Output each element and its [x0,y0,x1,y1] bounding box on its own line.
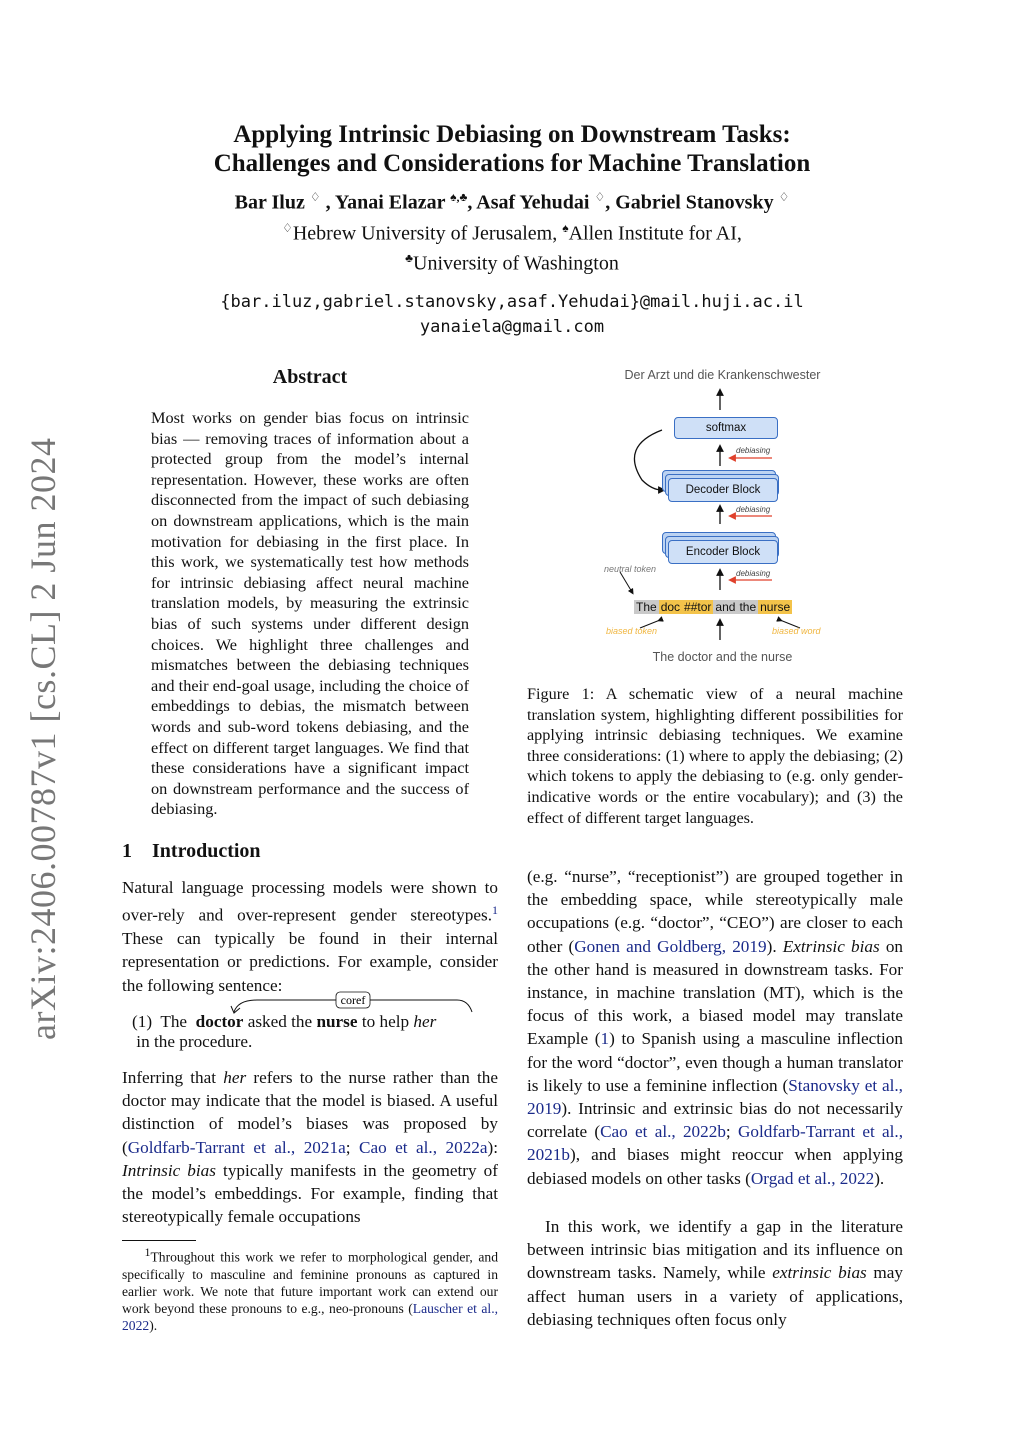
citation-link[interactable]: Cao et al., 2022a [358,1137,488,1157]
affiliation-mark: ♠,♣ [450,190,468,204]
figure-caption: Figure 1: A schematic view of a neural machine translation system, highlighting different possibilities for applying intrinsic debiasing techniques. We examine three considerations: (1) where to apply the debiasing; (2) which tokens to apply the debiasing to (e.g. only gender-indicative words or the entire vocabulary); and (3) the effect of different target languages. [527,685,903,827]
citation-link[interactable]: Lauscher et al., 2022 [122,1300,499,1333]
token-row [634,598,792,616]
author-emails [150,290,874,340]
citation-link[interactable]: Gonen and Goldberg, 2019 [574,936,767,956]
citation-link[interactable]: Cao et al., 2022b [600,1122,726,1142]
author-name: Yanai Elazar [334,191,446,214]
token: doc [660,600,681,614]
citation-link[interactable]: Goldfarb-Tarrant et al., 2021b [527,1122,903,1165]
email-line: yanaiela@gmail.com [419,317,605,337]
abstract-heading: Abstract [272,366,348,388]
affiliation-mark: ♢ [309,190,321,204]
author-name: Asaf Yehudai [476,191,590,214]
section-heading: 1 Introduction [122,840,261,862]
author-name: Gabriel Stanovsky [615,191,774,214]
debiasing-label: debiasing [736,446,771,455]
right-paragraph-2: In this work, we identify a gap in the literature between intrinsic bias mitigation and its influence on downstream tasks. Namely, while extrinsic bias may affect human users in a variety of applications, debiasing techniques often focus only [527,1217,904,1329]
coref-example: coref (1) The doctor asked the nurse to help her in the procedure. [122,990,498,1055]
intro-paragraph-2: Inferring that her refers to the nurse rather than the doctor may indicate that the model is biased. A useful distinction of model’s biases was proposed by (Goldfarb-Tarrant et al., 2021a; Cao et al., 2022a): Intrinsic bias typically manifests in the geometry of the model’s embeddings. For example, finding that stereotypically female occupations [122,1068,499,1227]
biased-word-label: biased word [772,626,821,636]
figure-output-text: Der Arzt und die Krankenschwester [624,368,821,382]
token: and [715,600,736,614]
affiliation-mark: ♢ [778,190,790,204]
token: The [636,600,657,614]
email-line: {bar.iluz,gabriel.stanovsky,asaf.Yehudai}@mail.huji.ac.il [220,292,804,312]
affiliations: ♢Hebrew University of Jerusalem, ♠Allen Institute for AI, ♣University of Washington [282,221,742,275]
footnote-ref[interactable]: 1 [492,903,498,918]
right-paragraph-1: (e.g. “nurse”, “receptionist”) are grouped together in the embedding space, while stereotypically male occupations (e.g. “doctor”, “CEO”) are closer to each other (Gonen and Goldberg, 2019). Extrinsic bias on the other hand is measured in downstream tasks. For instance, in machine translation (MT), which is the focus of this work, a biased model may translate Example (1) to Spanish using a masculine inflection for the word “doctor”, even though a human translator is likely to use a feminine inflection (Stanovsky et al., 2019). Intrinsic and extrinsic bias do not necessarily correlate (Cao et al., 2022b; Goldfarb-Tarrant et al., 2021b), and biases might reoccur when applying debiased models on other tasks (Orgad et al., 2022). [527,867,903,1188]
biased-token-label: biased token [606,626,658,636]
token: ##tor [684,600,712,614]
footnote-divider [122,1240,196,1241]
example-ref-link[interactable]: 1 [600,1029,610,1049]
token: nurse [760,600,791,614]
citation-link[interactable]: Goldfarb-Tarrant et al., 2021a [127,1137,346,1157]
citation-link[interactable]: Orgad et al., 2022 [750,1168,875,1188]
encoder-block: Encoder Block [668,540,778,564]
paper-title: Applying Intrinsic Debiasing on Downstream Tasks: Challenges and Considerations for Machine Translation [213,121,811,177]
token: the [739,600,757,614]
debiasing-label: debiasing [736,569,771,578]
footnote: $^1$Throughout this work we refer to morphological gender, and specifically to masculine and feminine pronouns as captured in earlier work. We note that future important work can extend our work beyond these pronouns to e.g., neo-pronouns (Lauscher et al., 2022). [122,1245,499,1333]
citation-link[interactable]: Stanovsky et al., 2019 [527,1075,903,1119]
coref-label: coref [340,993,366,1007]
abstract-text: Most works on gender bias focus on intrinsic bias — removing traces of information about a protected group from the model’s internal representation. However, these works are often disconnected from the impact of such debiasing on downstream applications, which is the main motivation for debiasing in the first place. In this work, we systematically test how methods for intrinsic debiasing affect neural machine translation models, by measuring the extrinsic bias of such systems under different design choices. We highlight three challenges and mismatches between the debiasing techniques and their end-goal usage, including the choice of embeddings to debias, the mismatch between words and sub-word tokens debiasing, and the effect on different target languages. We find that these considerations have a significant impact on downstream performance and the success of debiasing. [151,408,469,819]
neutral-token-label: neutral token [604,564,657,574]
intro-paragraph-1: Natural language processing models were shown to over-rely and over-represent gender stereotypes.$^1$ These can typically be found in their internal representation or predictions. For example, consider the following sentence: [122,878,498,995]
arxiv-identifier: arXiv:2406.00787v1 [cs.CL] 2 Jun 2024 [23,437,63,1040]
figure-1 [590,362,850,672]
figure-input-text: The doctor and the nurse [652,650,793,664]
softmax-box: softmax [674,417,778,439]
author-name: Bar Iluz [234,191,305,214]
debiasing-label: debiasing [736,505,771,514]
affiliation-mark: ♢ [594,190,606,204]
author-list: Bar Iluz ♢ , Yanai Elazar ♠,♣, Asaf Yehudai ♢, Gabriel Stanovsky ♢ [234,190,790,214]
decoder-block: Decoder Block [668,478,778,502]
